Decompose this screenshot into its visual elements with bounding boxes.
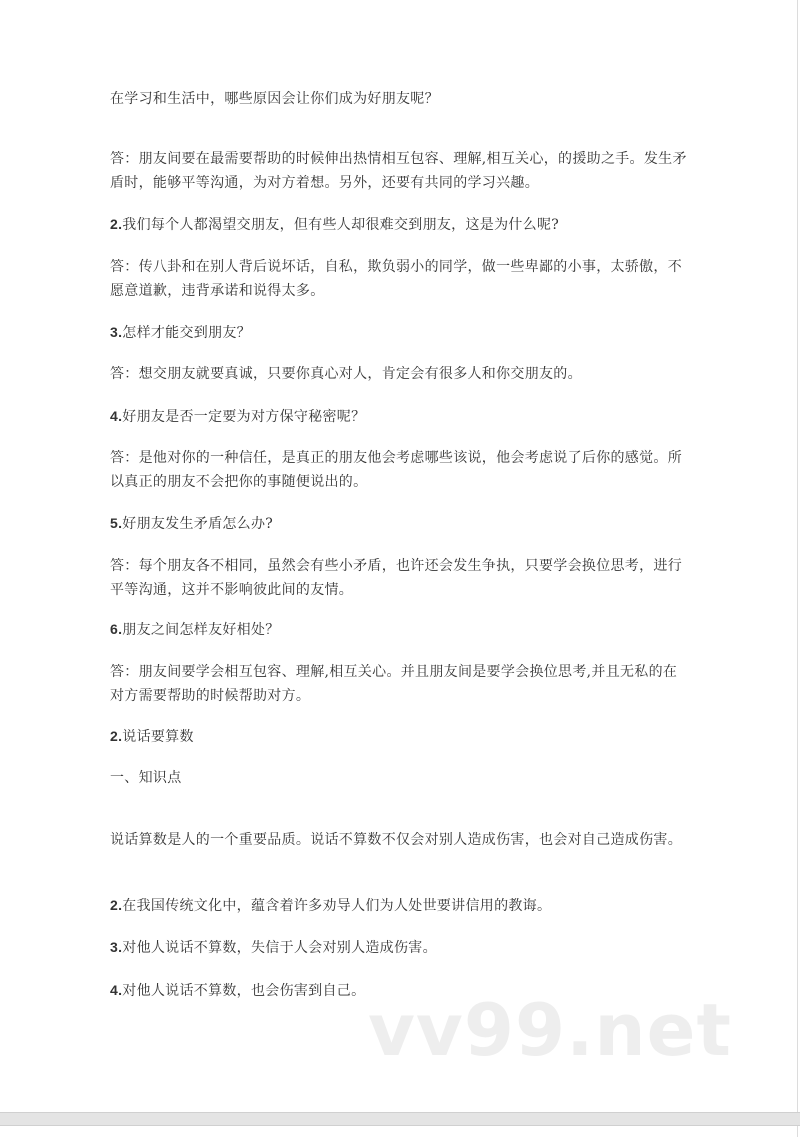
paragraph-answer-6 <box>110 659 690 708</box>
paragraph-answer-4 <box>110 445 690 494</box>
paragraph-text: 对他人说话不算数，失信于人会对别人造成伤害。 <box>122 940 437 956</box>
paragraph-answer-5 <box>110 553 690 602</box>
paragraph-text: 答：想交朋友就要真诚，只要你真心对人，肯定会有很多人和你交朋友的。 <box>110 366 582 382</box>
paragraph-text: 答：朋友间要学会相互包容、理解,相互关心。并且朋友间是要学会换位思考,并且无私的在对方需要帮助的时候帮助对方。 <box>110 664 678 704</box>
paragraph-question-4 <box>110 404 690 429</box>
paragraph-text: 答：每个朋友各不相同，虽然会有些小矛盾，也许还会发生争执，只要学会换位思考，进行平等沟通，这并不影响彼此间的友情。 <box>110 558 682 598</box>
paragraph-number: 2. <box>110 897 123 913</box>
paragraph-number: 2. <box>110 216 123 232</box>
paragraph-number: 3. <box>110 324 123 340</box>
subsection-heading <box>110 765 690 790</box>
knowledge-point-1 <box>110 827 690 852</box>
paragraph-text: 说话算数是人的一个重要品质。说话不算数不仅会对别人造成伤害，也会对自己造成伤害。 <box>110 832 682 848</box>
paragraph-answer-1 <box>110 146 690 195</box>
paragraph-number: 3. <box>110 939 123 955</box>
paragraph-answer-3 <box>110 361 690 386</box>
paragraph-text: 答：传八卦和在别人背后说坏话，自私，欺负弱小的同学，做一些卑鄙的小事，太骄傲，不愿意道歉，违背承诺和说得太多。 <box>110 259 682 299</box>
paragraph-text: 对他人说话不算数，也会伤害到自己。 <box>122 983 366 999</box>
paragraph-text: 答：朋友间要在最需要帮助的时候伸出热情相互包容、理解,相互关心，的援助之手。发生矛盾时，能够平等沟通，为对方着想。另外，还要有共同的学习兴趣。 <box>110 151 687 191</box>
paragraph-number: 2. <box>110 728 123 744</box>
watermark: vv99.net <box>368 988 732 1072</box>
paragraph-text: 答：是他对你的一种信任，是真正的朋友他会考虑哪些该说，他会考虑说了后你的感觉。所以真正的朋友不会把你的事随便说出的。 <box>110 450 682 490</box>
paragraph-question-3 <box>110 320 690 345</box>
paragraph-text: 怎样才能交到朋友？ <box>122 325 251 341</box>
page-break-divider <box>0 1112 800 1126</box>
next-page-edge <box>0 1126 798 1137</box>
paragraph-text: 好朋友是否一定要为对方保守秘密呢？ <box>122 409 366 425</box>
paragraph-number: 4. <box>110 408 123 424</box>
paragraph-text: 在我国传统文化中，蕴含着许多劝导人们为人处世要讲信用的教诲。 <box>122 898 552 914</box>
paragraph-question-5 <box>110 511 690 536</box>
paragraph-question-2 <box>110 212 690 237</box>
paragraph-text: 我们每个人都渴望交朋友，但有些人却很难交到朋友，这是为什么呢? <box>122 217 560 233</box>
paragraph-text: 好朋友发生矛盾怎么办? <box>122 516 274 532</box>
paragraph-text: 朋友之间怎样友好相处？ <box>122 622 280 638</box>
paragraph-text: 在学习和生活中，哪些原因会让你们成为好朋友呢？ <box>110 91 439 107</box>
paragraph-number: 4. <box>110 982 123 998</box>
paragraph-question-intro <box>110 86 690 111</box>
paragraph-question-6 <box>110 617 690 642</box>
knowledge-point-3 <box>110 935 690 960</box>
paragraph-text: 一、知识点 <box>110 770 182 786</box>
paragraph-number: 6. <box>110 621 123 637</box>
paragraph-number: 5. <box>110 515 123 531</box>
knowledge-point-2 <box>110 893 690 918</box>
paragraph-answer-2 <box>110 254 690 303</box>
section-heading <box>110 724 690 749</box>
paragraph-text: 说话要算数 <box>122 729 194 745</box>
